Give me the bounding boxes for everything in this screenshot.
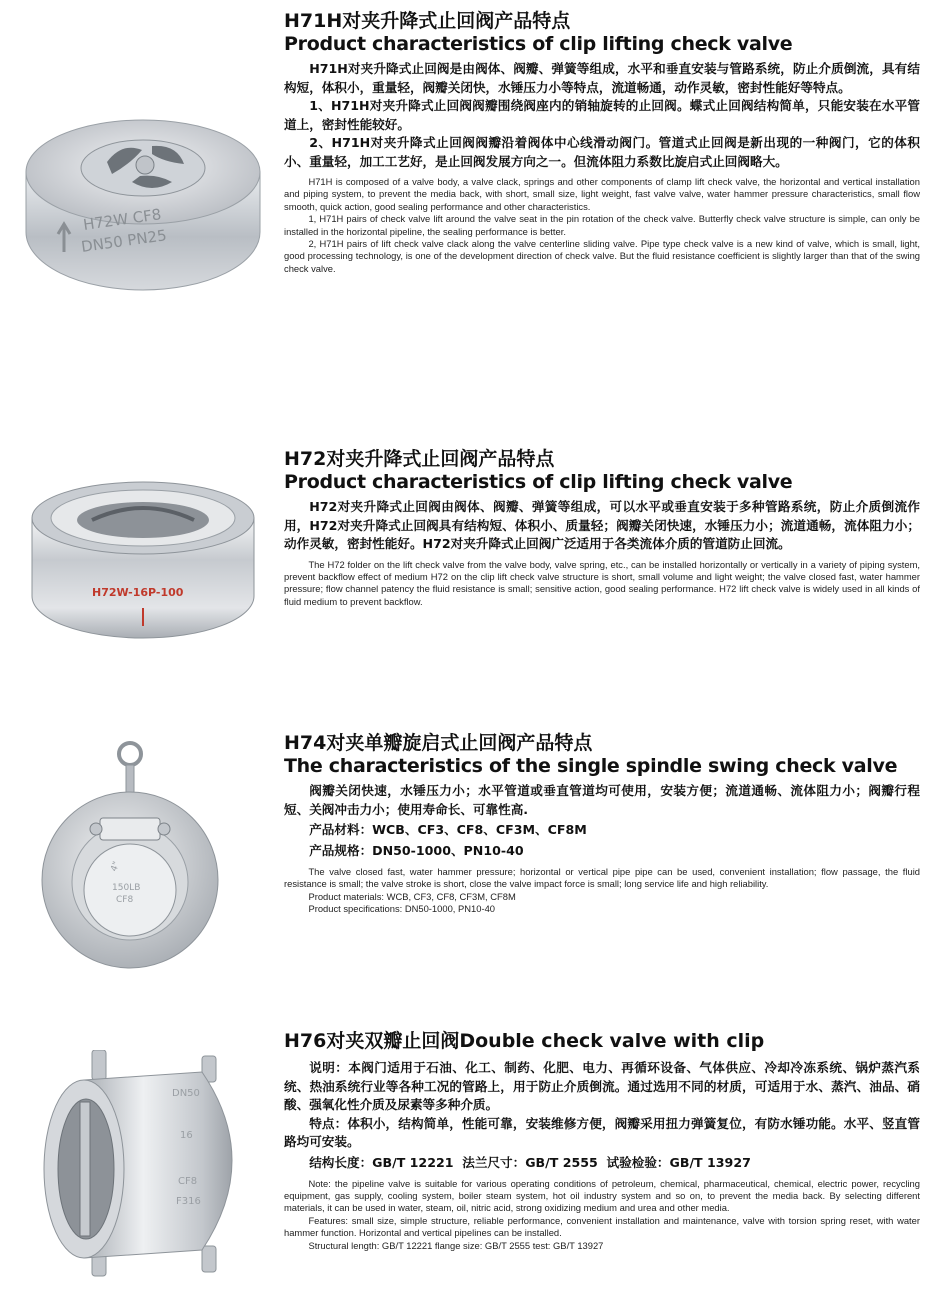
h72-en-paragraph: The H72 folder on the lift check valve from the valve body, valve spring, etc., can be installed horizontally or vertically in a variety of piping system, prevent backflow effect of medium H72 on the clip lift check valve structure is short, small volume and light weight; the valve closed fast, water hammer pressure; flow channel patency the fluid resistance is small; sensitive action, good sealing performance. H72 lift check valve is widely used in all kinds of fluid medium to prevent backflow.	[284, 558, 920, 607]
section-h74	[0, 732, 950, 982]
h71h-en-paragraph: 2, H71H pairs of lift check valve clack along the valve centerline sliding valve. Pipe type check valve is a new kind of valve, which is small, light, good processing technology, is one of the development direction of check valve. But the fluid resistance coefficient is slightly larger than that of the swing check valve.	[284, 238, 920, 274]
h71h-en-paragraph: H71H is composed of a valve body, a valve clack, springs and other components of clamp lift check valve, the horizontal and vertical installation and piping system, to prevent the media back, with short, small size, light weight, fast valve valve, water hammer pressure characteristics, small flow smooth, quick action, good sealing performance and other characteristics.	[284, 176, 920, 212]
h72-photo-mark: H72W-16P-100	[92, 586, 184, 599]
h71h-cn-paragraph: 2、H71H对夹升降式止回阀阀瓣沿着阀体中心线滑动阀门。管道式止回阀是新出现的一种阀门，它的体积小、重量轻，加工工艺好，是止回阀发展方向之一。但流体阻力系数比旋启式止回阀略大。	[284, 135, 920, 169]
h71h-title-en: Product characteristics of clip lifting check valve	[284, 33, 793, 55]
h74-en-paragraph: The valve closed fast, water hammer pressure; horizontal or vertical pipe pipe can be used, convenient installation; flow passage, the fluid resistance is small; the valve stroke is short, close the valve impact force is small; long service life and high reliability.	[284, 866, 920, 890]
h74-photo-mark-3: CF8	[116, 895, 134, 905]
h74-spec-sizes-cn: 产品规格：DN50-1000、PN10-40	[309, 843, 524, 858]
h72-title-cn: H72对夹升降式止回阀产品特点	[284, 448, 555, 470]
h71h-en-paragraph: 1, H71H pairs of check valve lift around the valve seat in the pin rotation of the check valve. Butterfly check valve structure is simple, can only be installed in the horizontal pipeline, the sealing performance is better.	[284, 213, 920, 237]
h74-photo-mark-1: 4"	[109, 860, 123, 874]
h74-en-specifications: Product specifications: DN50-1000, PN10-40	[308, 903, 495, 915]
h76-en-standards: Structural length: GB/T 12221 flange size: GB/T 2555 test: GB/T 13927	[308, 1239, 604, 1251]
h74-title-en: The characteristics of the single spindle swing check valve	[284, 755, 898, 777]
h71h-valve-photo	[12, 102, 274, 302]
h74-valve-photo	[12, 732, 274, 972]
h76-en-note: Note: the pipeline valve is suitable for various operating conditions of petroleum, chemical, pharmaceutical, chemical, electric power, recycling equipment, gas supply, cooling system, boiler steam system, hot oil industry system and so on, to prevent the media back. By selecting different materials, it can be used in water, steam, oil, nitric acid, strong oxidizing medium and urea and other media.	[284, 1177, 920, 1214]
h74-title-cn: H74对夹单瓣旋启式止回阀产品特点	[284, 732, 593, 754]
h76-valve-photo	[12, 1050, 274, 1280]
h76-title: H76对夹双瓣止回阀Double check valve with clip	[284, 1030, 765, 1052]
h76-photo-mark-4: F316	[176, 1196, 201, 1207]
h72-valve-photo	[12, 476, 274, 656]
h74-en-materials: Product materials: WCB, CF3, CF8, CF3M, CF8M	[308, 890, 516, 902]
h76-cn-description: 说明：本阀门适用于石油、化工、制药、化肥、电力、再循环设备、气体供应、冷却冷冻系统、锅炉蒸汽系统、热油系统行业等各种工况的管路上，用于防止介质倒流。通过选用不同的材质，可适用于水、蒸汽、油品、硝酸、强氧化性介质及尿素等多种介质。	[284, 1060, 920, 1112]
h72-cn-paragraph: H72对夹升降式止回阀由阀体、阀瓣、弹簧等组成，可以水平或垂直安装于多种管路系统，防止介质倒流作用，H72对夹升降式止回阀具有结构短、体积小、质量轻；阀瓣关闭快速，水锤压力小；流道通畅，流体阻力小；动作灵敏，密封性能好。H72对夹升降式止回阀广泛适用于各类流体介质的管道防止回流。	[284, 499, 920, 551]
h74-photo-mark-2: 150LB	[112, 883, 141, 893]
section-h76	[0, 1030, 950, 1298]
h76-en-features: Features: small size, simple structure, reliable performance, convenient installation and maintenance, valve with torsion spring reset, with water hammer function. Horizontal and vertical pipelines can be installed.	[284, 1214, 920, 1239]
h76-photo-mark-1: DN50	[172, 1088, 200, 1099]
h76-cn-features: 特点：体积小，结构简单，性能可靠，安装维修方便，阀瓣采用扭力弹簧复位，有防水锤功能。水平、竖直管路均可安装。	[284, 1115, 920, 1149]
h71h-cn-paragraph: 1、H71H对夹升降式止回阀阀瓣围绕阀座内的销轴旋转的止回阀。蝶式止回阀结构简单，只能安装在水平管道上，密封性能较好。	[284, 98, 920, 132]
section-h72	[0, 448, 950, 658]
h71h-cn-paragraph: H71H对夹升降式止回阀是由阀体、阀瓣、弹簧等组成，水平和垂直安装与管路系统，防止介质倒流，具有结构短，体积小，重量轻，阀瓣关闭快，水锤压力小等特点，流道畅通，动作灵敏，密封性能好等特点。	[284, 61, 920, 95]
h71h-title-cn: H71H对夹升降式止回阀产品特点	[284, 10, 571, 32]
h76-photo-mark-2: 16	[180, 1130, 193, 1141]
h71h-photo-mark-1: H72W CF8	[82, 205, 163, 234]
h76-spec-standards-cn: 结构长度：GB/T 12221 法兰尺寸：GB/T 2555 试验检验：GB/T 13927	[309, 1154, 751, 1170]
h71h-photo-mark-2: DN50 PN25	[80, 226, 168, 256]
h76-photo-mark-3: CF8	[178, 1176, 198, 1187]
h72-title-en: Product characteristics of clip lifting check valve	[284, 471, 793, 493]
section-h71h	[0, 10, 950, 370]
h74-cn-paragraph: 阀瓣关闭快速，水锤压力小；水平管道或垂直管道均可使用，安装方便；流道通畅、流体阻力小；阀瓣行程短、关阀冲击力小；使用寿命长、可靠性高.	[284, 783, 920, 817]
h74-spec-materials-cn: 产品材料：WCB、CF3、CF8、CF3M、CF8M	[309, 822, 587, 837]
